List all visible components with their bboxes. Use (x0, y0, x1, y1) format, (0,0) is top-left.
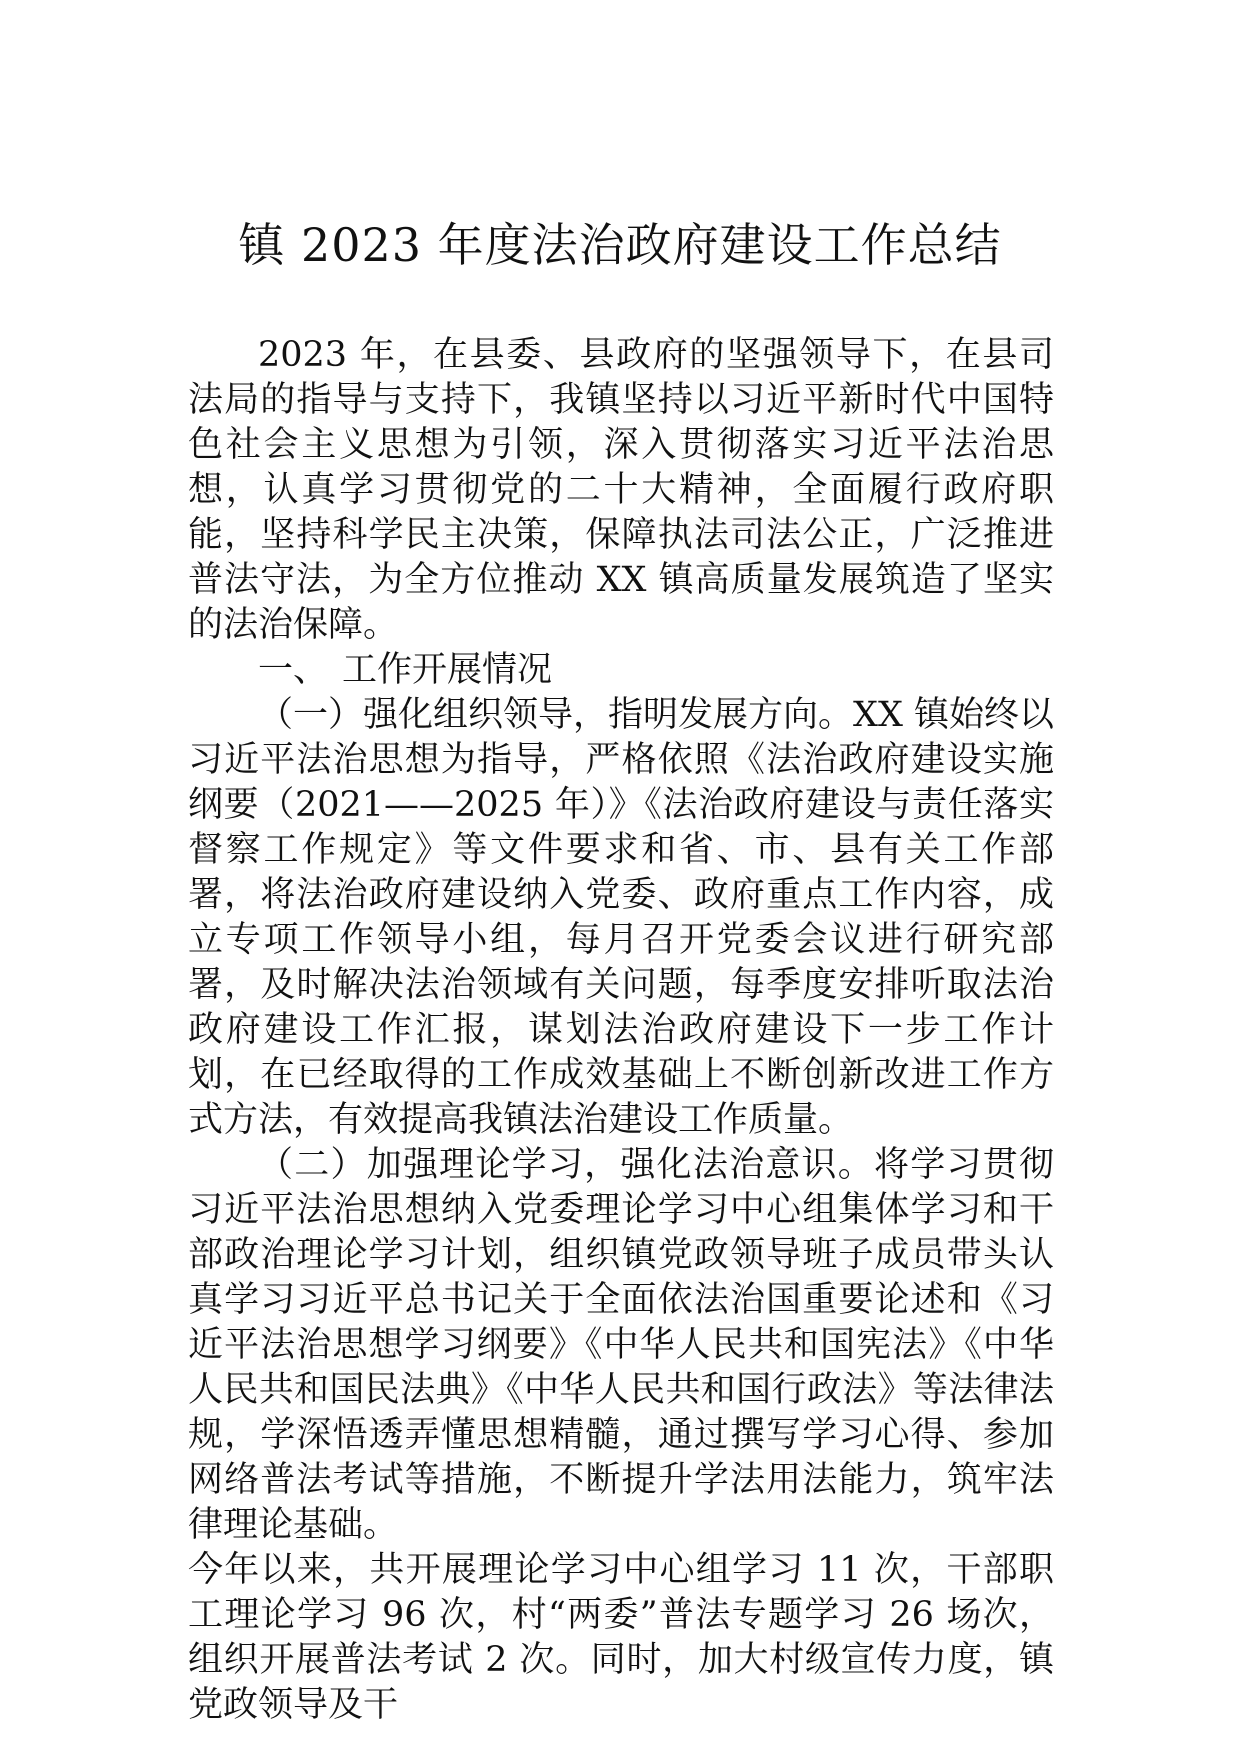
document-title: 镇 2023 年度法治政府建设工作总结 (238, 218, 1002, 272)
document-body (188, 333, 1054, 1728)
paragraph-theory-study: （二）加强理论学习，强化法治意识。将学习贯彻习近平法治思想纳入党委理论学习中心组集体学习和干部政治理论学习计划，组织镇党政领导班子成员带头认真学习习近平总书记关于全面依法治国重要论述和《习近平法治思想学习纲要》《中华人民共和国宪法》《中华人民共和国民法典》《中华人民共和国行政法》等法律法规，学深悟透弄懂思想精髓，通过撰写学习心得、参加网络普法考试等措施，不断提升学法用法能力，筑牢法律理论基础。 (188, 1145, 1054, 1545)
paragraph-study-stats: 今年以来，共开展理论学习中心组学习 11 次，干部职工理论学习 96 次，村“两委”普法专题学习 26 场次，组织开展普法考试 2 次。同时，加大村级宣传力度，镇党政领导及干 (188, 1550, 1054, 1725)
paragraph-organization-leadership: （一）强化组织领导，指明发展方向。XX 镇始终以习近平法治思想为指导，严格依照《法治政府建设实施纲要（2021——2025 年）》《法治政府建设与责任落实督察工作规定》等文件要求和省、市、县有关工作部署，将法治政府建设纳入党委、政府重点工作内容，成立专项工作领导小组，每月召开党委会议进行研究部署，及时解决法治领域有关问题，每季度安排听取法治政府建设工作汇报，谋划法治政府建设下一步工作计划，在已经取得的工作成效基础上不断创新改进工作方式方法，有效提高我镇法治建设工作质量。 (188, 695, 1054, 1140)
intro-paragraph: 2023 年，在县委、县政府的坚强领导下，在县司法局的指导与支持下，我镇坚持以习近平新时代中国特色社会主义思想为引领，深入贯彻落实习近平法治思想，认真学习贯彻党的二十大精神，全面履行政府职能，坚持科学民主决策，保障执法司法公正，广泛推进普法守法，为全方位推动 XX 镇高质量发展筑造了坚实的法治保障。 (188, 335, 1054, 645)
section-number: 一、 (258, 650, 329, 690)
section-heading (188, 648, 1054, 693)
section-heading-text: 工作开展情况 (342, 650, 553, 690)
